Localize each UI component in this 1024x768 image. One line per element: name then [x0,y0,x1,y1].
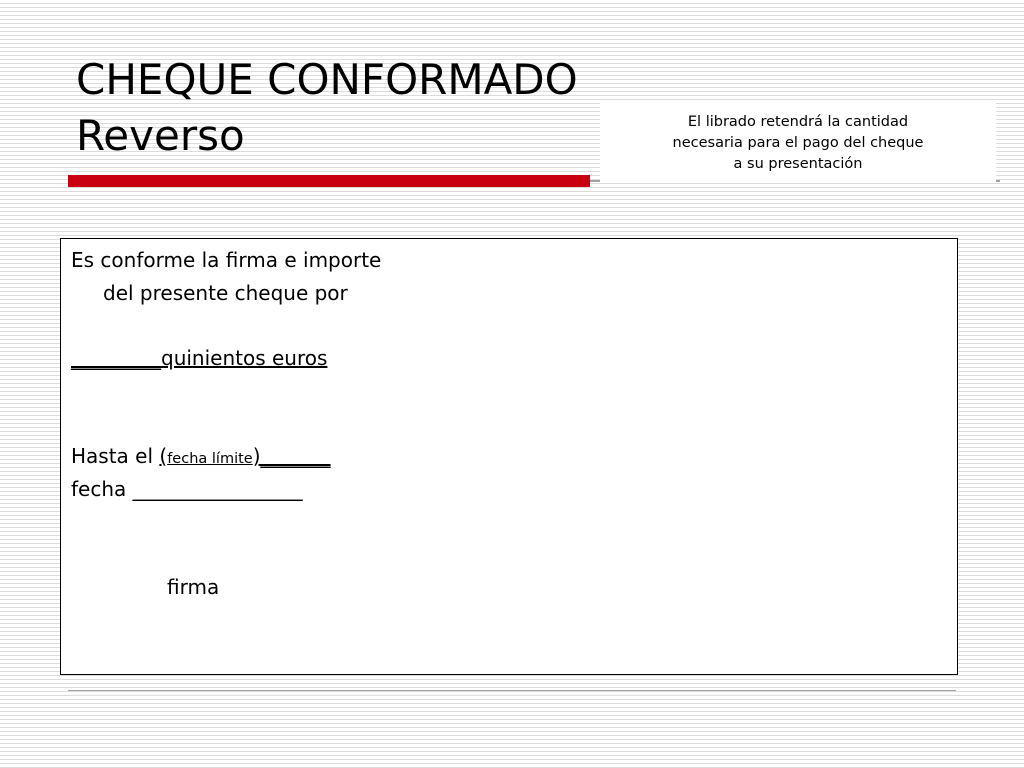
until-prefix: Hasta el [71,444,160,468]
title-underline-accent [68,175,590,187]
amount-line: _________quinientos euros [71,346,328,370]
until-paren-open: ( [159,444,168,468]
title-line-1: CHEQUE CONFORMADO [76,55,578,104]
note-line-2: necesaria para el pago del cheque [672,135,924,151]
conformity-line-1: Es conforme la firma e importe [71,248,382,272]
note-line-1: El librado retendrá la cantidad [687,114,909,130]
note-callout [600,102,996,182]
bottom-rule [68,690,956,691]
conformity-line-2: del presente cheque por [103,281,348,305]
deadline-placeholder: fecha límite [167,451,253,467]
until-date-line [71,443,331,472]
note-line-3: a su presentación [733,156,863,172]
date-line: fecha _________________ [71,477,303,501]
signature-label: firma [167,575,220,599]
until-paren-close: )_______ [252,444,331,468]
cheque-back-box [60,238,958,675]
title-line-2: Reverso [76,111,245,160]
slide-title [76,52,578,164]
